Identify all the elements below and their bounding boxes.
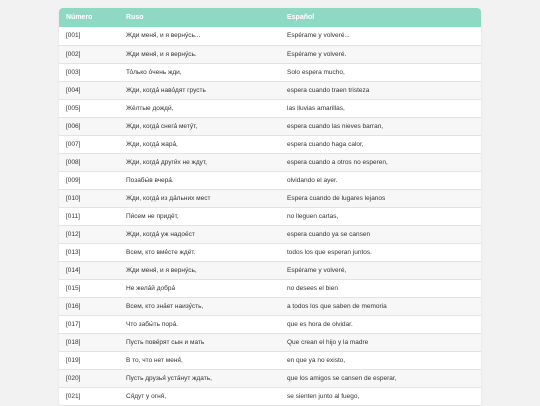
table-row[interactable] [59, 207, 481, 225]
header-row [59, 8, 481, 27]
spanish-text-cell: espera cuando traen tristeza [287, 86, 370, 94]
spanish-text-cell: Espérame y volveré, [287, 266, 347, 274]
poem-table [59, 8, 481, 406]
row-number-cell: [013] [66, 248, 81, 256]
row-number-cell: [004] [66, 86, 81, 94]
table-body [59, 27, 481, 405]
russian-text-cell: Жди, когда́ уж надое́ст [126, 230, 195, 238]
table-row[interactable] [59, 81, 481, 99]
table-row[interactable] [59, 45, 481, 63]
table-row[interactable] [59, 369, 481, 387]
row-number-cell: [017] [66, 320, 81, 328]
spanish-text-cell: Solo espera mucho, [287, 68, 345, 76]
table-row[interactable] [59, 171, 481, 189]
row-number-cell: [002] [66, 50, 81, 58]
table-row[interactable] [59, 279, 481, 297]
row-number-cell: [018] [66, 338, 81, 346]
russian-text-cell: В то, что нет меня́, [126, 356, 183, 364]
row-number-cell: [019] [66, 356, 81, 364]
russian-text-cell: Пи́сем не придёт, [126, 212, 179, 220]
row-number-cell: [009] [66, 176, 81, 184]
spanish-text-cell: Que crean el hijo y la madre [287, 338, 369, 346]
table-row[interactable] [59, 63, 481, 81]
spanish-text-cell: todos los que esperan juntos. [287, 248, 372, 256]
russian-text-cell: Пусть пове́рят сын и мать [126, 338, 205, 346]
row-number-cell: [011] [66, 212, 80, 220]
russian-text-cell: Не жела́й добра́ [126, 284, 176, 292]
russian-text-cell: Жди меня́, и я верну́сь... [126, 32, 201, 40]
row-number-cell: [014] [66, 266, 81, 274]
table-row[interactable] [59, 333, 481, 351]
russian-text-cell: Жди, когда́ наво́дят грусть [126, 86, 206, 94]
table-row[interactable] [59, 315, 481, 333]
table-row[interactable] [59, 135, 481, 153]
spanish-text-cell: espera cuando haga calor, [287, 140, 364, 148]
spanish-text-cell: Espera cuando de lugares lejanos [287, 194, 386, 202]
column-header-spanish[interactable]: Español [287, 14, 315, 21]
table-row[interactable] [59, 351, 481, 369]
russian-text-cell: Пусть друзья́ уста́нут ждать, [126, 374, 212, 382]
table-row[interactable] [59, 27, 481, 45]
russian-text-cell: Жди меня́, и я верну́сь. [126, 50, 197, 58]
spanish-text-cell: que es hora de olvidar. [287, 320, 353, 328]
spanish-text-cell: no lleguen cartas, [287, 212, 339, 220]
russian-text-cell: Всем, кто зна́ет наизу́сть, [126, 302, 204, 310]
table-row[interactable] [59, 99, 481, 117]
column-header-number[interactable]: Número [66, 14, 93, 21]
russian-text-cell: Жёлтые дожди́, [126, 104, 174, 112]
russian-text-cell: Позабы́в вчера́. [126, 176, 174, 184]
table-row[interactable] [59, 189, 481, 207]
row-number-cell: [016] [66, 302, 81, 310]
poem-table-container [59, 8, 481, 406]
row-number-cell: [008] [66, 158, 81, 166]
row-number-cell: [021] [66, 392, 81, 400]
spanish-text-cell: que los amigos se cansen de esperar, [287, 374, 397, 382]
table-row[interactable] [59, 261, 481, 279]
spanish-text-cell: espera cuando a otros no esperen, [287, 158, 388, 166]
row-number-cell: [006] [66, 122, 81, 130]
table-row[interactable] [59, 387, 481, 405]
table-row[interactable] [59, 243, 481, 261]
russian-text-cell: Ся́дут у огня́, [126, 392, 166, 400]
russian-text-cell: Что забы́ть пора́. [126, 320, 178, 328]
spanish-text-cell: Espérame y volveré. [287, 50, 347, 58]
spanish-text-cell: se sienten junto al fuego, [287, 392, 360, 400]
table-header [59, 8, 481, 27]
spanish-text-cell: espera cuando ya se cansen [287, 230, 371, 238]
row-number-cell: [015] [66, 284, 81, 292]
russian-text-cell: Всем, кто вме́сте ждёт. [126, 248, 196, 256]
table-row[interactable] [59, 117, 481, 135]
spanish-text-cell: espera cuando las nieves barran, [287, 122, 384, 130]
row-number-cell: [005] [66, 104, 81, 112]
spanish-text-cell: a todos los que saben de memoria [287, 302, 387, 310]
row-number-cell: [001] [66, 32, 81, 40]
russian-text-cell: Жди меня́, и я верну́сь, [126, 266, 197, 274]
russian-text-cell: Жди, когда́ жара́, [126, 140, 178, 148]
table-row[interactable] [59, 297, 481, 315]
spanish-text-cell: olvidando el ayer. [287, 176, 338, 184]
table-row[interactable] [59, 153, 481, 171]
russian-text-cell: Жди, когда́ други́х не ждут, [126, 158, 207, 166]
russian-text-cell: То́лько о́чень жди, [126, 68, 182, 76]
row-number-cell: [007] [66, 140, 81, 148]
table-row[interactable] [59, 225, 481, 243]
row-number-cell: [020] [66, 374, 81, 382]
russian-text-cell: Жди, когда́ из да́льних мест [126, 194, 211, 202]
column-header-russian[interactable]: Ruso [126, 14, 144, 21]
russian-text-cell: Жди, когда́ снега́ мету́т, [126, 122, 198, 130]
row-number-cell: [012] [66, 230, 81, 238]
row-number-cell: [003] [66, 68, 81, 76]
spanish-text-cell: las lluvias amarillas, [287, 104, 345, 112]
row-number-cell: [010] [66, 194, 81, 202]
spanish-text-cell: Espérame y volveré... [287, 32, 350, 40]
spanish-text-cell: en que ya no existo, [287, 356, 346, 364]
spanish-text-cell: no desees el bien [287, 284, 338, 292]
